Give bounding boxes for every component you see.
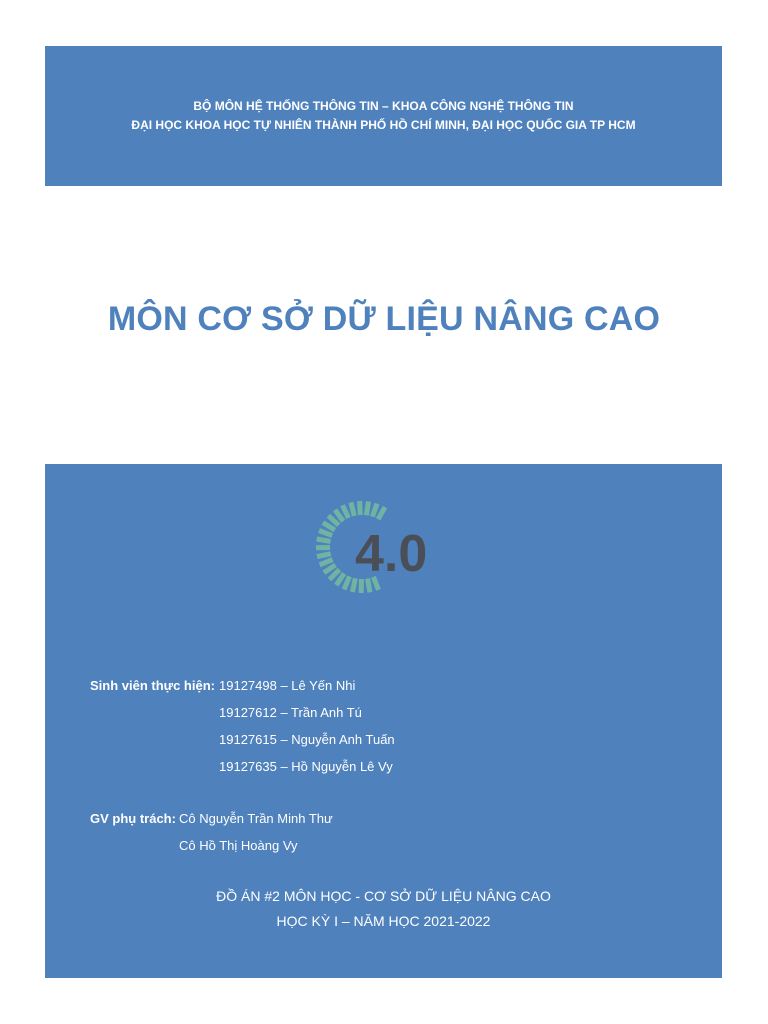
arc-tick xyxy=(360,501,361,515)
arc-tick xyxy=(324,565,336,573)
university-line: ĐẠI HỌC KHOA HỌC TỰ NHIÊN THÀNH PHỐ HỒ CHÍ MINH, ĐẠI HỌC QUỐC GIA TP HCM xyxy=(131,118,636,132)
instructors-label: GV phụ trách: xyxy=(90,811,176,826)
arc-tick xyxy=(336,574,344,586)
arc-tick xyxy=(343,505,349,518)
header-banner xyxy=(45,46,722,186)
arc-tick xyxy=(329,570,339,580)
instructor-item: Cô Nguyễn Trần Minh Thư xyxy=(179,811,333,826)
student-item: 19127615 – Nguyễn Anh Tuấn xyxy=(219,732,395,747)
arc-tick xyxy=(323,523,335,530)
semester-info: HỌC KỲ I – NĂM HỌC 2021-2022 xyxy=(276,913,491,929)
page-title: MÔN CƠ SỞ DỮ LIỆU NÂNG CAO xyxy=(107,300,661,338)
student-item: 19127612 – Trần Anh Tú xyxy=(219,705,362,720)
arc-tick xyxy=(335,510,343,521)
arc-tick xyxy=(344,576,349,589)
logo-text: 4.0 xyxy=(355,525,428,583)
arc-tick xyxy=(378,507,385,519)
student-item: 19127635 – Hồ Nguyễn Lê Vy xyxy=(219,759,393,774)
arc-tick xyxy=(328,516,338,526)
arc-tick xyxy=(372,504,377,517)
student-item: 19127498 – Lê Yến Nhi xyxy=(219,678,356,693)
arc-tick xyxy=(366,501,368,515)
students-label: Sinh viên thực hiện: xyxy=(90,678,215,693)
arc-tick xyxy=(317,554,331,557)
arc-tick xyxy=(319,531,332,536)
arc-tick xyxy=(317,539,331,541)
instructor-item: Cô Hồ Thị Hoàng Vy xyxy=(179,838,298,853)
department-line: BỘ MÔN HỆ THỐNG THÔNG TIN – KHOA CÔNG NGHỆ THÔNG TIN xyxy=(193,99,574,113)
arc-tick xyxy=(320,560,333,565)
project-title: ĐỒ ÁN #2 MÔN HỌC - CƠ SỞ DỮ LIỆU NÂNG CAO xyxy=(216,888,551,904)
info-panel xyxy=(45,464,722,978)
arc-tick xyxy=(351,502,354,516)
